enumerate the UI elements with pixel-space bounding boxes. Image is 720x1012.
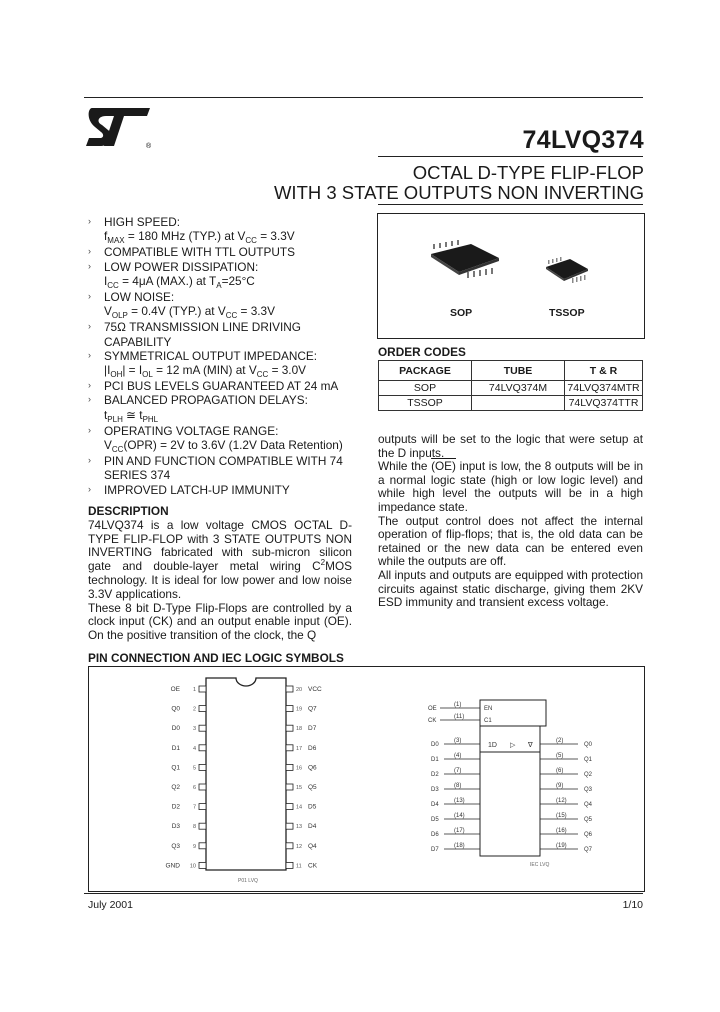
package-box: [377, 213, 645, 339]
iec-q-output: Q1: [584, 757, 593, 763]
pin-number-left: 1: [192, 687, 196, 693]
pin-number-left: 7: [192, 804, 196, 811]
iec-inner-symbol: ∇: [528, 742, 533, 749]
iec-control-num: (1): [454, 702, 462, 708]
feature-item: › LOW POWER DISSIPATION: $I_{CC} = 4\mu A$ (MAX.) at $T_A=25^\circ C$: [88, 260, 360, 290]
iec-d-input: D6: [431, 832, 439, 838]
table-header-row: [379, 361, 643, 381]
pin-number-right: 18: [296, 726, 303, 733]
iec-q-output: Q5: [584, 817, 593, 823]
pin-stub: [199, 804, 206, 810]
sop-package-icon: [427, 240, 503, 280]
pin-caption: P01 LVQ: [238, 878, 258, 884]
pin-stub: [286, 804, 293, 810]
pin-stub: [286, 706, 293, 712]
tssop-label: TSSOP: [549, 307, 585, 319]
iec-d-num: (17): [454, 828, 465, 834]
pin-number-left: 5: [192, 765, 196, 772]
iec-d-num: (7): [454, 768, 462, 774]
pin-label-left: D2: [171, 803, 180, 811]
iec-q-output: Q3: [584, 787, 593, 793]
pin-number-right: 19: [296, 706, 303, 713]
iec-q-num: (12): [556, 798, 567, 804]
description-p6: All inputs and outputs are equipped with protection circuits against static discharge, giving them 2KV ESD immunity and transient excess voltage.: [378, 567, 643, 610]
pin-label-left: D0: [171, 725, 180, 733]
description-p1: 74LVQ374 is a low voltage CMOS OCTAL D-TYPE FLIP-FLOP with 3 STATE OUTPUTS NON INVERTING fabricated with sub-micron silicon gate and double-layer metal wiring $C^2MOS$ technology. It is ideal for low power and low noise 3.3V applications.: [88, 518, 352, 601]
pin-stub: [199, 745, 206, 751]
pin-section-heading: PIN CONNECTION AND IEC LOGIC SYMBOLS: [88, 651, 344, 665]
iec-q-num: (9): [556, 783, 564, 789]
table-row: [379, 381, 643, 396]
iec-q-num: (16): [556, 828, 567, 834]
pin-stub: [199, 686, 206, 692]
pin-number-left: 2: [192, 706, 196, 713]
iec-d-num: (13): [454, 798, 465, 804]
header-mid-rule: [378, 156, 643, 157]
svg-text:®: ®: [146, 143, 152, 150]
pin-stub: [286, 764, 293, 770]
pin-stub: [286, 745, 293, 751]
pin-stub: [199, 764, 206, 770]
pin-number-left: 3: [192, 726, 196, 733]
pin-label-right: Q7: [308, 705, 317, 713]
pin-stub: [199, 862, 206, 868]
feature-item: › PIN AND FUNCTION COMPATIBLE WITH 74 SERIES 374: [88, 454, 360, 482]
order-codes-heading: ORDER CODES: [378, 345, 466, 359]
iec-d-input: D1: [431, 757, 439, 763]
pin-label-right: CK: [308, 862, 318, 870]
iec-q-num: (2): [556, 738, 564, 744]
column-header: TUBE: [472, 361, 565, 381]
iec-control-input: CK: [428, 718, 437, 724]
iec-d-input: D3: [431, 787, 439, 793]
iec-q-num: (19): [556, 843, 567, 849]
pin-label-left: D3: [171, 823, 180, 831]
iec-q-num: (5): [556, 753, 564, 759]
description-p2: These 8 bit D-Type Flip-Flops are controlled by a clock input (CK) and an output enable input (OE). On the positive transition of the clock, the Q: [88, 600, 352, 642]
pin-stub: [199, 706, 206, 712]
pin-stub: [286, 823, 293, 829]
pin-stub: [286, 862, 293, 868]
pin-label-right: Q4: [308, 842, 317, 850]
pin-label-right: D4: [308, 823, 317, 831]
pin-number-right: 15: [296, 785, 303, 791]
iec-q-output: Q2: [584, 772, 593, 778]
pin-number-left: 10: [189, 863, 196, 870]
iec-d-input: D2: [431, 772, 439, 778]
feature-item: › OPERATING VOLTAGE RANGE: $V_{CC}(OPR) = 2V$ to 3.6V (1.2V Data Retention): [88, 424, 360, 454]
description-p5: The output control does not affect the internal operation of flip-flops; that is, the old data can be retained or the new data can be entered even while the outputs are off.: [378, 513, 643, 569]
pin-label-right: Q5: [308, 784, 317, 791]
pin-label-left: Q3: [171, 842, 180, 850]
table-cell: 74LVQ374MTR: [565, 381, 643, 396]
iec-q-num: (15): [556, 813, 567, 819]
description-right: [378, 433, 643, 610]
pin-label-left: Q2: [171, 784, 180, 791]
pin-number-right: 16: [296, 765, 303, 772]
description-p3: outputs will be set to the logic that were setup at the D inputs.: [378, 432, 643, 460]
tssop-package-icon: [544, 255, 590, 285]
iec-d-num: (14): [454, 813, 465, 819]
pin-number-right: 12: [296, 843, 303, 850]
feature-item: › HIGH SPEED: $f_{MAX} = 180$ MHz (TYP.) at $V_{CC} = 3.3V$: [88, 215, 360, 245]
pin-label-left: D1: [171, 744, 180, 752]
description-heading: DESCRIPTION: [88, 504, 169, 518]
pin-number-right: 13: [296, 824, 303, 831]
pin-stub: [286, 725, 293, 731]
iec-d-input: D7: [431, 847, 439, 853]
description-p4: While the (OE) input is low, the 8 outputs will be in a normal logic state (high or low logic level) and while high level the outputs will be in a high impedance state.: [378, 459, 644, 514]
iec-q-num: (6): [556, 768, 564, 774]
pin-label-left: GND: [165, 862, 180, 870]
footer-rule: [84, 893, 643, 894]
feature-item: › BALANCED PROPAGATION DELAYS: $t_{PLH}$ ≅ $t_{PHL}$: [88, 393, 360, 423]
table-cell: 74LVQ374M: [472, 381, 565, 396]
iec-d-input: D4: [431, 802, 439, 808]
description-left: [88, 519, 352, 642]
pin-stub: [199, 843, 206, 849]
pin-number-right: 17: [296, 745, 303, 752]
table-row: [379, 396, 643, 411]
iec-q-output: Q4: [584, 802, 593, 808]
pin-label-right: D6: [308, 744, 317, 752]
iec-control-label: C1: [484, 718, 492, 724]
iec-control-input: OE: [428, 706, 437, 712]
pin-connection-diagram: [88, 666, 643, 890]
iec-control-num: (11): [454, 714, 465, 720]
header-bottom-rule: [378, 204, 643, 205]
pin-number-left: 6: [192, 785, 196, 791]
sop-label: SOP: [450, 307, 473, 319]
iec-inner-symbol: 1D: [488, 742, 497, 749]
pin-label-right: D7: [308, 725, 317, 733]
iec-d-input: D5: [431, 817, 439, 823]
pin-stub: [286, 843, 293, 849]
iec-caption: IEC LVQ: [530, 862, 550, 868]
pin-number-left: 4: [192, 745, 196, 752]
pin-label-right: D5: [308, 803, 317, 811]
feature-item: › PCI BUS LEVELS GUARANTEED AT 24 mA: [88, 379, 360, 393]
pin-label-right: Q6: [308, 764, 317, 772]
iec-q-output: Q0: [584, 742, 593, 748]
pin-stub: [286, 784, 293, 790]
table-cell: [472, 396, 565, 411]
iec-d-input: D0: [431, 742, 439, 748]
pin-number-left: 8: [192, 824, 196, 831]
pin-number-left: 9: [192, 843, 196, 850]
pin-stub: [286, 686, 293, 692]
column-header: PACKAGE: [379, 361, 472, 381]
iec-control-label: EN: [484, 706, 493, 712]
part-number: 74LVQ374: [522, 126, 644, 154]
pin-number-right: 20: [296, 687, 303, 693]
footer-page-number: 1/10: [622, 899, 643, 911]
pin-number-right: 14: [296, 804, 303, 811]
iec-d-num: (4): [454, 753, 462, 759]
header-top-rule: [84, 97, 643, 98]
pin-stub: [199, 784, 206, 790]
feature-item: › 75Ω TRANSMISSION LINE DRIVING CAPABILITY: [88, 320, 360, 348]
pin-label-left: OE: [170, 686, 180, 693]
iec-d-num: (8): [454, 783, 462, 789]
title-line-1: OCTAL D-TYPE FLIP-FLOP: [412, 162, 644, 183]
column-header: T & R: [565, 361, 643, 381]
title-line-2: WITH 3 STATE OUTPUTS NON INVERTING: [273, 182, 644, 203]
pin-stub: [199, 725, 206, 731]
feature-item: › SYMMETRICAL OUTPUT IMPEDANCE: $|I_{OH}| = I_{OL} = 12$ mA (MIN) at $V_{CC} = 3.0V$: [88, 349, 360, 379]
pin-label-left: Q0: [171, 705, 180, 713]
pin-number-right: 11: [296, 863, 302, 870]
feature-list: [88, 215, 360, 497]
iec-q-output: Q7: [584, 847, 593, 853]
pin-label-left: Q1: [171, 764, 180, 772]
feature-item: › COMPATIBLE WITH TTL OUTPUTS: [88, 245, 360, 259]
feature-item: › IMPROVED LATCH-UP IMMUNITY: [88, 483, 360, 497]
pin-label-right: VCC: [308, 686, 322, 693]
st-logo-icon: [84, 104, 156, 150]
feature-item: › LOW NOISE: $V_{OLP} = 0.4V$ (TYP.) at $V_{CC} = 3.3V$: [88, 290, 360, 320]
pin-stub: [199, 823, 206, 829]
table-cell: TSSOP: [379, 396, 472, 411]
iec-d-num: (3): [454, 738, 462, 744]
order-codes-table: [378, 360, 643, 411]
table-cell: 74LVQ374TTR: [565, 396, 643, 411]
table-cell: SOP: [379, 381, 472, 396]
footer-date: July 2001: [88, 899, 133, 911]
iec-inner-symbol: ▷: [510, 742, 516, 749]
iec-d-num: (18): [454, 843, 465, 849]
iec-q-output: Q6: [584, 832, 593, 838]
